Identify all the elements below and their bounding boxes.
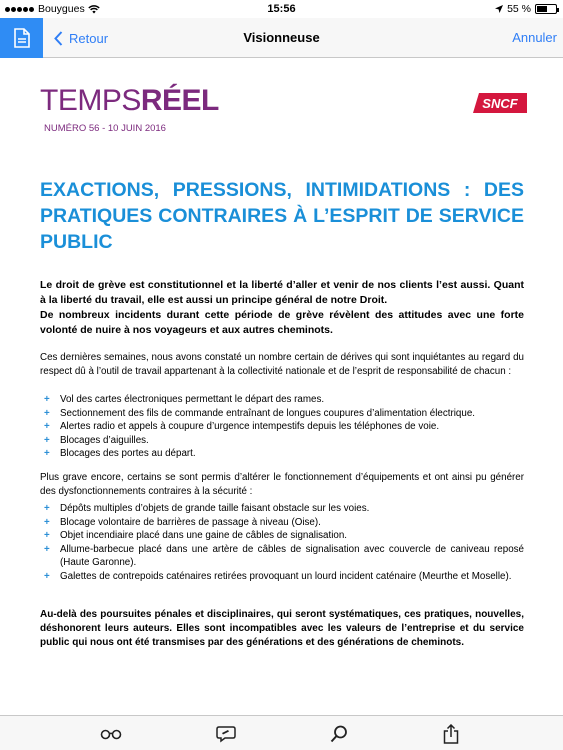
battery-percent: 55 % (507, 3, 531, 15)
list-item: + Sectionnement des fils de commande entraînant de longues coupures d’alimentation électrique. (44, 407, 475, 419)
newsletter-logo (40, 84, 219, 118)
back-label: Retour (69, 30, 109, 46)
sncf-logo-text: SNCF (482, 96, 518, 111)
carrier-label: Bouygues (38, 3, 85, 15)
lead-line-1: Le droit de grève est constitutionnel et la liberté d’aller et venir de nos clients l’est aussi. Quant à la liberté du travail, elle est aussi un principe général de notre Droit. (40, 279, 524, 306)
paragraph-intro: Ces dernières semaines, nous avons constaté un nombre certain de dérives qui sont inquiétantes au regard du respect dû à l’outil de travail appartenant à la collectivité nationale et de l’esprit de responsabilité de chacun : (40, 352, 524, 377)
list-item: + Allume-barbecue placé dans une artère de câbles de signalisation avec couvercle de caniveau reposé (Haute Garonne). (44, 543, 524, 569)
lead-line-2: De nombreux incidents durant cette période de grève révèlent des attitudes avec une forte volonté de nuire à nos voyageurs et aux autres cheminots. (40, 309, 524, 336)
list-item: + Dépôts multiples d’objets de grande taille faisant obstacle sur les voies. (44, 503, 370, 514)
reading-mode-button[interactable] (100, 724, 122, 744)
incident-list (44, 393, 524, 461)
document-icon (14, 28, 30, 48)
document-button[interactable] (0, 18, 43, 58)
back-button[interactable] (54, 18, 108, 58)
logo-light: TEMPS (40, 84, 141, 117)
list-item: + Objet incendiaire placé dans une gaine de câbles de signalisation. (44, 530, 348, 542)
document-page[interactable] (0, 59, 563, 715)
list-item: + Blocage volontaire de barrières de passage à niveau (Oise). (44, 516, 321, 528)
navigation-bar (0, 18, 563, 58)
cancel-button[interactable]: Annuler (512, 30, 557, 45)
article-headline: EXACTIONS, PRESSIONS, INTIMIDATIONS : DES PRATIQUES CONTRAIRES À L’ESPRIT DE SERVICE PUBLIC (40, 179, 524, 253)
issue-number: NUMÉRO 56 - 10 JUIN 2016 (44, 123, 166, 134)
sncf-logo (473, 91, 527, 115)
lead-paragraph (40, 278, 524, 338)
conclusion-paragraph: Au-delà des poursuites pénales et disciplinaires, qui seront systématiques, ces pratiques, nouvelles, déshonorent leurs auteurs. Elles sont incompatibles avec les valeurs de l’entreprise et du service public qui nous ont été transmises par des générations et des générations de cheminots. (40, 609, 524, 648)
list-item: + Blocages des portes au départ. (44, 448, 196, 460)
list-item: + Galettes de contrepoids caténaires retirées provoquant un lourd incident caténaire (Meurthe et Moselle). (44, 570, 512, 582)
clock: 15:56 (267, 3, 296, 15)
status-bar (0, 0, 563, 18)
search-icon (330, 725, 348, 743)
location-arrow-icon (495, 5, 503, 13)
nav-title: Visionneuse (243, 30, 320, 45)
share-icon (443, 724, 459, 744)
logo-bold: RÉEL (140, 84, 219, 117)
chevron-left-icon (54, 31, 63, 46)
bottom-toolbar (0, 715, 563, 750)
list-item: + Alertes radio et appels à coupure d’urgence intempestifs depuis les téléphones de voie. (44, 421, 440, 433)
battery-icon (535, 4, 557, 14)
markup-button[interactable] (215, 724, 237, 744)
status-right (495, 3, 557, 15)
share-button[interactable] (440, 724, 462, 744)
battery-fill (537, 6, 547, 12)
safety-incident-list (44, 502, 524, 584)
search-button[interactable] (328, 724, 350, 744)
list-item: + Vol des cartes électroniques permettant le départ des rames. (44, 394, 325, 405)
paragraph-safety: Plus grave encore, certains se sont permis d’altérer le fonctionnement d’équipements et ont ainsi pu générer des dysfonctionnements contraires à la sécurité : (40, 472, 524, 497)
markup-icon (216, 725, 236, 743)
list-item: + Blocages d’aiguilles. (44, 434, 149, 446)
glasses-icon (100, 728, 122, 740)
